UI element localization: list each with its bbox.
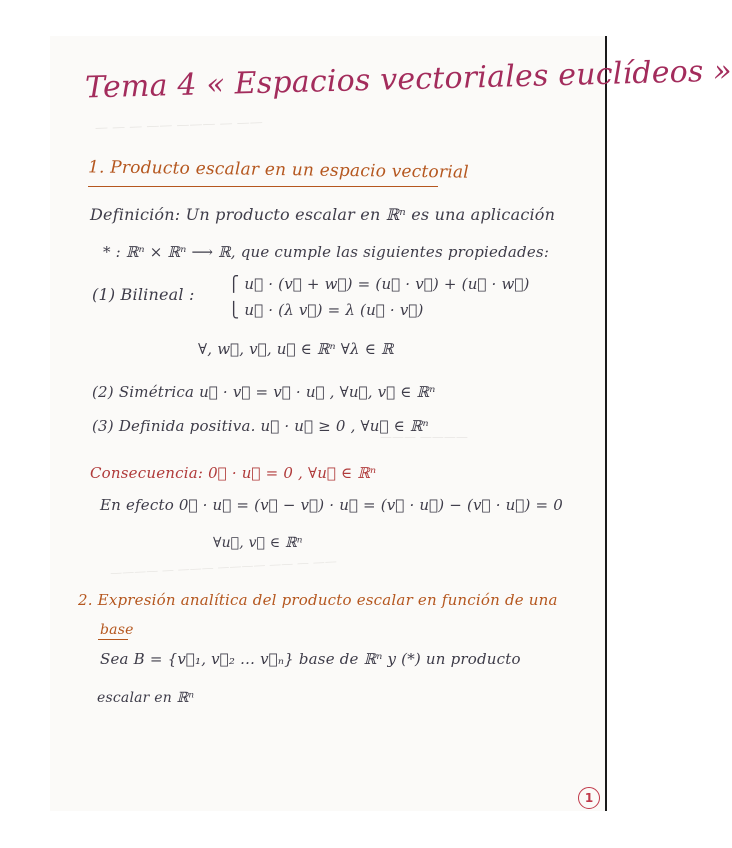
section-2-heading-line-1: 2. Expresión analítica del producto escalar en función de una: [78, 591, 558, 609]
definition-line-1: Definición: Un producto escalar en ℝⁿ es una aplicación: [90, 205, 556, 224]
bleed-through-mark: ——— ————: [380, 430, 468, 444]
property-1-quantifier: ∀, w⃗, v⃗, u⃗ ∈ ℝⁿ ∀λ ∈ ℝ: [198, 340, 394, 358]
section-2-heading-line-2: base: [100, 622, 134, 638]
section-2-underline: [98, 639, 128, 640]
section-2-body-line-1: Sea B = {v⃗₁, v⃗₂ … v⃗ₙ} base de ℝⁿ y (*) un producto: [100, 650, 521, 668]
section-1-underline: [88, 186, 438, 187]
property-1-label: (1) Bilineal :: [92, 285, 195, 304]
bleed-through-mark: — — — —— ——— — ——: [94, 115, 264, 136]
proof-quantifier: ∀u⃗, v⃗ ∈ ℝⁿ: [213, 535, 303, 551]
section-1-heading: 1. Producto escalar en un espacio vectorial: [87, 157, 470, 183]
consequence: Consecuencia: 0⃗ · u⃗ = 0 , ∀u⃗ ∈ ℝⁿ: [90, 464, 377, 482]
section-2-body-line-2: escalar en ℝⁿ: [97, 690, 195, 706]
property-3: (3) Definida positiva. u⃗ · u⃗ ≥ 0 , ∀u⃗ ∈ ℝⁿ: [92, 417, 429, 435]
page-title: Tema 4 « Espacios vectoriales euclídeos »: [84, 53, 732, 106]
page-number-badge: 1: [578, 787, 600, 809]
property-1-equation-2: ⎩ u⃗ · (λ v⃗) = λ (u⃗ · v⃗): [228, 301, 424, 319]
definition-line-2: * : ℝⁿ × ℝⁿ ⟶ ℝ, que cumple las siguientes propiedades:: [103, 243, 550, 261]
proof-line: En efecto 0⃗ · u⃗ = (v⃗ − v⃗) · u⃗ = (v⃗ · u⃗) − (v⃗ · u⃗) = 0: [100, 496, 564, 514]
property-1-equation-1: ⎧ u⃗ · (v⃗ + w⃗) = (u⃗ · v⃗) + (u⃗ · w⃗): [228, 275, 530, 293]
property-2: (2) Simétrica u⃗ · v⃗ = v⃗ · u⃗ , ∀u⃗, v⃗ ∈ ℝⁿ: [92, 383, 436, 401]
bleed-through-mark: ———— — ——— ———— —— — ——: [109, 554, 338, 580]
